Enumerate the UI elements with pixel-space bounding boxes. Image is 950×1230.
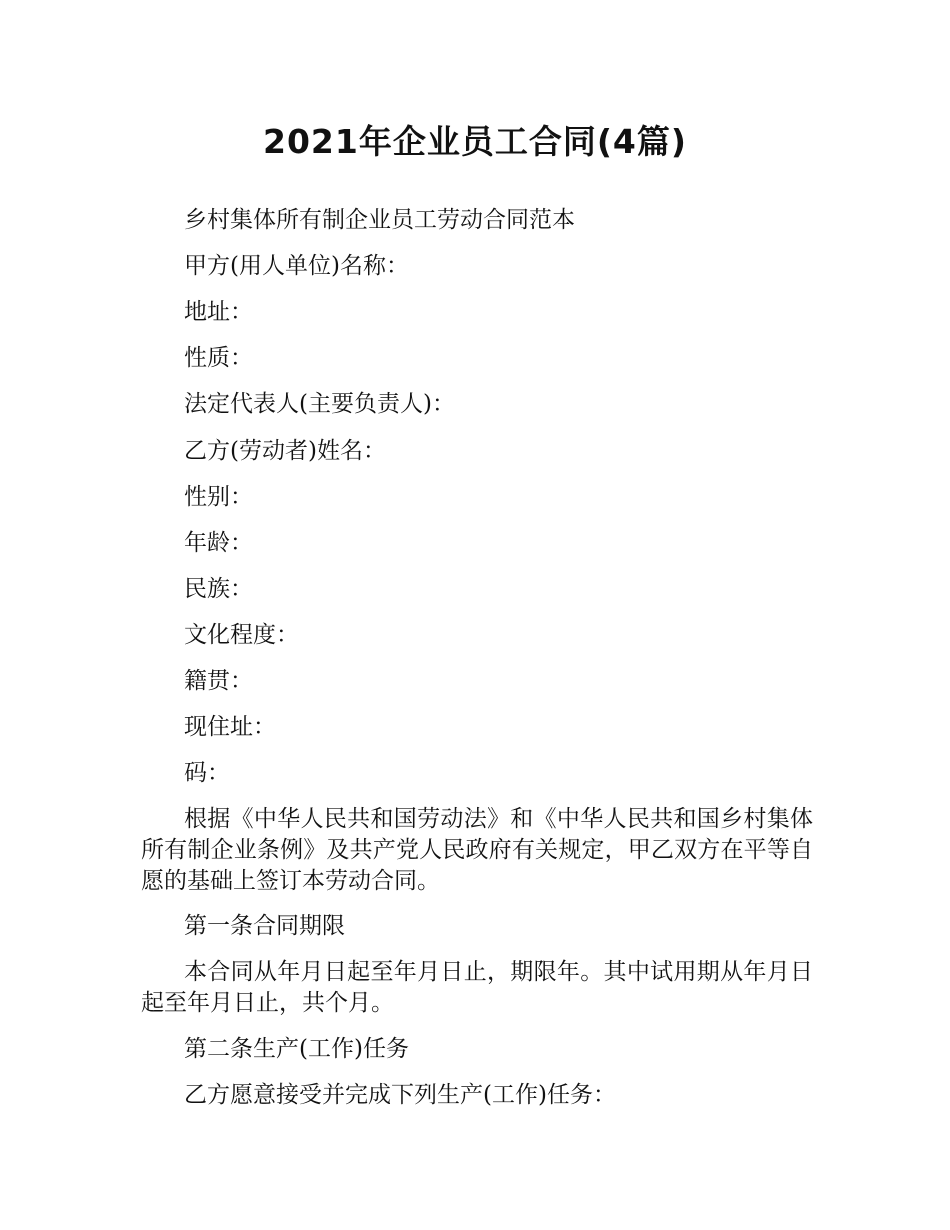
field-employee-name: 乙方(劳动者)姓名： [184,438,386,464]
field-gender: 性别： [184,484,253,510]
document-subtitle: 乡村集体所有制企业员工劳动合同范本 [184,207,575,233]
article-2-heading: 第二条生产(工作)任务 [184,1036,409,1062]
intro-paragraph: 根据《中华人民共和国劳动法》和《中华人民共和国乡村集体所有制企业条例》及共产党人民政府有关规定，甲乙双方在平等自愿的基础上签订本劳动合同。 [141,806,813,894]
field-code: 码： [184,760,230,786]
article-1-body: 本合同从年月日起至年月日止，期限年。其中试用期从年月日起至年月日止，共个月。 [141,959,813,1016]
field-address: 地址： [184,299,253,325]
field-employer-name: 甲方(用人单位)名称： [184,253,409,279]
article-2-body: 乙方愿意接受并完成下列生产(工作)任务： [184,1082,616,1108]
document-title: 2021年企业员工合同(4篇) [263,122,687,161]
field-education: 文化程度： [184,622,299,648]
field-legal-representative: 法定代表人(主要负责人)： [184,391,455,417]
field-native-place: 籍贯： [184,668,253,694]
field-current-address: 现住址： [184,714,276,740]
field-ethnicity: 民族： [184,576,253,602]
field-age: 年龄： [184,530,253,556]
field-nature: 性质： [184,345,253,371]
article-1-heading: 第一条合同期限 [184,913,345,939]
